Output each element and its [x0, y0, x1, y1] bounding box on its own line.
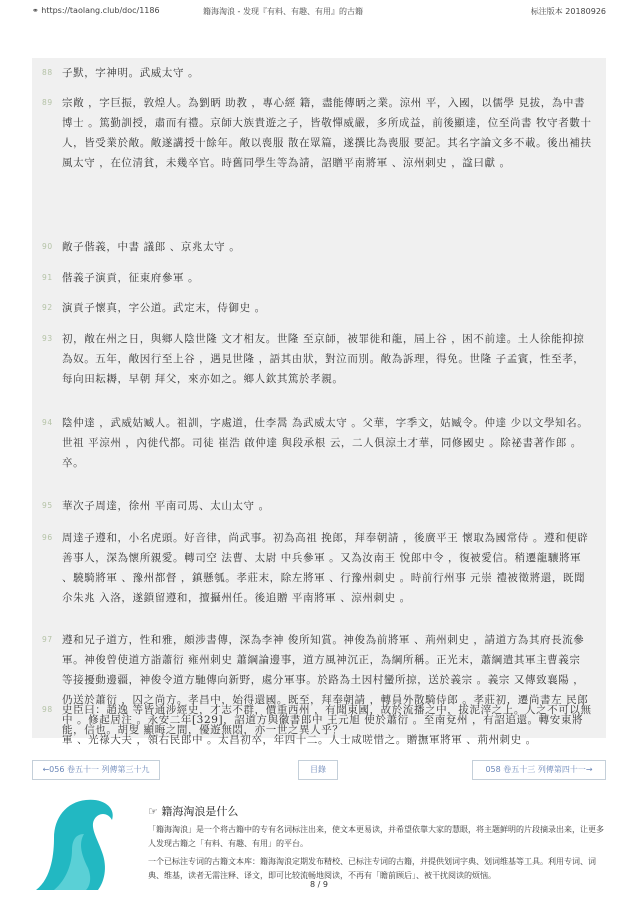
paragraph-96 — [42, 528, 594, 608]
page-header — [0, 0, 638, 18]
header-title: 籍海淘浪 - 发现『有料、有趣、有用』的古籍 — [203, 7, 363, 16]
paragraph-text: 遵和兄子道方，性和雅，頗涉書傳，深為李神 俊所知賞。神俊為前將軍 、荊州刺史 ，請道方為其府長流參軍。神俊曾使道方詣蕭衍 雍州刺史 蕭綱論邊事，道方風神沉正，為綱所稱。正光末，蕭綱遣其軍主曹義宗 等接擾動邊疆，神俊令道方馳傳向新野，處分軍事。於路為土因村蠻所掠，送於義宗 。義宗 又傳致襄陽 ，仍送於蕭衍 ，囚之尚方。孝昌中，始得還國。既至，拜奉朝請 ，轉員外散騎侍郎 。孝莊初，遷尚書左 民郎中 。修起居注 。永安二年[329]，詔道方與徽書郎中 王元旭 使於蕭衍 。至南兗州 ，有詔追還。轉安東將軍 、光祿大夫 ，領右民郎中 。太昌初卒，年四十二。人士咸嗟惜之。贈撫軍將軍 、荊州刺史 。 — [62, 634, 589, 746]
paragraph-text: 敞子偕義，中書 議郎 、京兆太守 。 — [62, 241, 241, 253]
toc-link[interactable]: 目錄 — [298, 760, 338, 780]
header-version: 标注版本 20180926 — [530, 7, 606, 16]
paragraph-number: 97 — [42, 635, 53, 644]
paragraph-text: 宗敞 ，字巨振，敦煌人。為劉昞 助教 ，專心經 籍，盡能傳昞之業。涼州 平，入國，以儒學 見拔，為中書 博士 。篤勤訓授，肅而有禮。京師大族貴遊之子，皆敬憚威嚴，多所成益，前後顯達，位至尚書 牧守者數十人，皆受業於敞。敞遂講授十餘年。敞以喪服 散在眾篇，遂撰比為喪服 要記。其名字論文多不載。後出補扶風太守 ，在位清貧，未幾卒官。時舊同學生等為請，詔贈平南將軍 、涼州刺史 ，諡曰獻 。 — [62, 97, 592, 169]
paragraph-number: 89 — [42, 98, 53, 107]
about-library: 一个已标注专词的古籍文本库：籍海淘浪定期发布精校、已标注专词的古籍，并提供划词字典、划词维基等工具。利用专词、词典、维基，读者无需注释、译文，即可比较流畅地阅读，不再有「瞻前顾后」、被干扰阅读的烦恼。 — [148, 857, 596, 880]
paragraph-text: 華次子周達，徐州 平南司馬、太山太守 。 — [62, 500, 270, 512]
about-intro: 「籍海淘浪」是一个将古籍中的专有名词标注出来，使文本更易读，并希望依靠大家的慧眼，将主题鲜明的片段摘录出来，让更多人发现古籍之「有料、有趣、有用」的平台。 — [148, 825, 604, 848]
paragraph-89 — [42, 93, 594, 173]
paragraph-text: 初，敞在州之日，與鄉人陰世隆 文才相友。世隆 至京師，被罪徙和龍，屆上谷 ，困不前達。土人徐能抑掠為奴。五年，敞因行至上谷 ，遇見世隆 ，語其由狀，對泣而別。敞為訴理，得免。世隆 子孟賓，性至孝，每向田耘耨，早朝 拜父，來亦如之。鄉人欽其篤於孝親。 — [62, 333, 585, 385]
paragraph-number: 92 — [42, 303, 53, 312]
paragraph-94 — [42, 413, 594, 473]
paragraph-93 — [42, 329, 594, 389]
wave-logo-icon — [32, 790, 132, 890]
paragraph-number: 91 — [42, 273, 53, 282]
paragraph-95 — [42, 496, 594, 516]
paragraph-number: 94 — [42, 418, 53, 427]
page-number: 8 / 9 — [310, 880, 328, 889]
paragraph-text: 子默，字神明。武威太守 。 — [62, 67, 200, 79]
paragraph-90 — [42, 237, 594, 257]
paragraph-number: 98 — [42, 705, 53, 714]
paragraph-91 — [42, 268, 594, 288]
paragraph-number: 96 — [42, 533, 53, 542]
paragraph-text: 史臣曰：趙逸 等皆通涉經史，才志不群，價重西州 ，有聞東國，故於流播之中，拔泥滓之上。人之不可以無能，信也。胡叟 顯晦之間，優遊無悶，亦一世之異人乎？ — [62, 704, 592, 736]
prev-chapter-link[interactable]: ←056 卷五十一 列傳第三十九 — [32, 760, 160, 780]
paragraph-number: 93 — [42, 334, 53, 343]
paragraph-text: 偕義子演貢，征東府參軍 。 — [62, 272, 200, 284]
header-url[interactable]: ⚭ https://taolang.club/doc/1186 — [32, 6, 160, 15]
about-title: ☞ 籍海淘浪是什么 — [148, 805, 239, 818]
paragraph-text: 陰仲達 ，武威姑臧人。祖訓，字處道，仕李暠 為武威太守 。父華，字季文，姑臧令。仲達 少以文學知名。世祖 平涼州 ，內徙代都。司徒 崔浩 啟仲達 與段承根 云，二人俱涼土才華，同修國史 。除祕書著作郎 。卒。 — [62, 417, 589, 469]
paragraph-number: 88 — [42, 68, 53, 77]
paragraph-text: 周達子遵和，小名虎頭。好音律，尚武事。初為高祖 挽郎，拜奉朝請 ，後廣平王 懷取為國常侍 。遵和便辟善事人，深為懷所親愛。轉司空 法曹、太尉 中兵參軍 。又為汝南王 悅郎中令 ，復被愛信。稍遷龍驤將軍 、驍騎將軍 、豫州都督 ，鎮懸瓠。孝莊末，除左將軍 、行豫州刺史 。時前行州事 元崇 禮被徵將還，既聞尒朱兆 入洛，遂鎖留遵和，擅攝州任。後追贈 平南將軍 、涼州刺史 。 — [62, 532, 589, 604]
paragraph-88 — [42, 63, 594, 83]
paragraph-number: 90 — [42, 242, 53, 251]
paragraph-92 — [42, 298, 594, 318]
paragraph-text: 演貢子懷真，字公道。武定末，侍御史 。 — [62, 302, 266, 314]
paragraph-number: 95 — [42, 501, 53, 510]
paragraph-98 — [42, 700, 594, 740]
next-chapter-link[interactable]: 058 卷五十三 列傳第四十一→ — [472, 760, 606, 780]
